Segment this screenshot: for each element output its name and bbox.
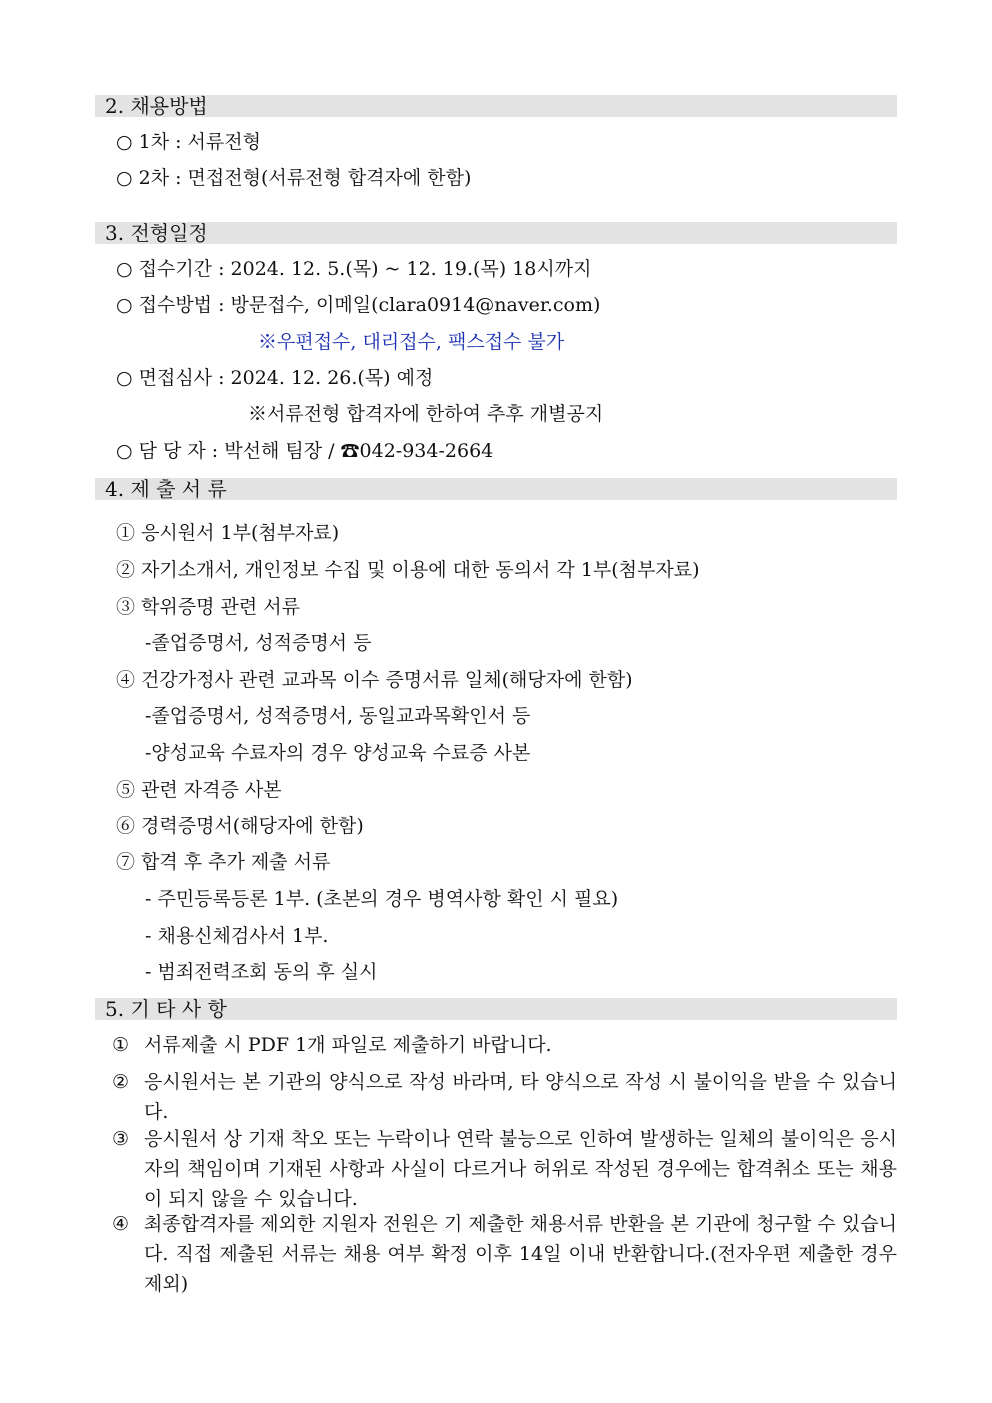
list-item: ○ 접수기간 : 2024. 12. 5.(목) ~ 12. 19.(목) 18시까지 [116, 258, 592, 280]
paragraph-text: 응시원서 상 기재 착오 또는 누락이나 연락 불능으로 인하여 발생하는 일체의 불이익은 응시자의 책임이며 기재된 사항과 사실이 다르거나 허위로 작성된 경우에는 합격취소 또는 채용이 되지 않을 수 있습니다. [144, 1128, 897, 1210]
list-item: ○ 2차 : 면접전형(서류전형 합격자에 한함) [116, 167, 472, 189]
sub-item: - 범죄전력조회 동의 후 실시 [145, 961, 378, 983]
paragraph-marker: ④ [112, 1213, 130, 1235]
note-text: ※서류전형 합격자에 한하여 추후 개별공지 [248, 403, 604, 425]
sub-item: -양성교육 수료자의 경우 양성교육 수료증 사본 [145, 742, 531, 764]
sub-item: - 채용신체검사서 1부. [145, 925, 329, 947]
paragraph-marker: ① [112, 1034, 130, 1056]
section-header-schedule: 3. 전형일정 [95, 222, 897, 244]
note-paragraph [112, 1067, 897, 1127]
paragraph-text: 최종합격자를 제외한 지원자 전원은 기 제출한 채용서류 반환을 본 기관에 청구할 수 있습니다. 직접 제출된 서류는 채용 여부 확정 이후 14일 이내 반환합니다.(전자우편 제출한 경우 제외) [144, 1213, 897, 1295]
list-item: ④ 건강가정사 관련 교과목 이수 증명서류 일체(해당자에 한함) [116, 669, 633, 691]
section-header-recruitment-method: 2. 채용방법 [95, 95, 897, 117]
sub-item: -졸업증명서, 성적증명서, 동일교과목확인서 등 [145, 705, 531, 727]
list-item: ⑦ 합격 후 추가 제출 서류 [116, 851, 331, 873]
list-item: ② 자기소개서, 개인정보 수집 및 이용에 대한 동의서 각 1부(첨부자료) [116, 559, 700, 581]
list-item: ① 응시원서 1부(첨부자료) [116, 522, 340, 544]
list-item: ○ 접수방법 : 방문접수, 이메일(clara0914@naver.com) [116, 294, 601, 316]
paragraph-text: 서류제출 시 PDF 1개 파일로 제출하기 바랍니다. [144, 1034, 552, 1056]
list-item: ○ 면접심사 : 2024. 12. 26.(목) 예정 [116, 367, 434, 389]
list-item: ○ 담 당 자 : 박선해 팀장 / ☎042-934-2664 [116, 440, 494, 462]
sub-item: - 주민등록등론 1부. (초본의 경우 병역사항 확인 시 필요) [145, 888, 619, 910]
note-paragraph [112, 1030, 897, 1060]
section-header-other-notes: 5. 기 타 사 항 [95, 998, 897, 1020]
paragraph-marker: ③ [112, 1128, 130, 1150]
note-text: ※우편접수, 대리접수, 팩스접수 불가 [258, 331, 565, 353]
list-item: ③ 학위증명 관련 서류 [116, 596, 300, 618]
paragraph-text: 응시원서는 본 기관의 양식으로 작성 바라며, 타 양식으로 작성 시 불이익을 받을 수 있습니다. [144, 1071, 897, 1123]
section-header-documents: 4. 제 출 서 류 [95, 478, 897, 500]
sub-item: -졸업증명서, 성적증명서 등 [145, 632, 372, 654]
list-item: ⑤ 관련 자격증 사본 [116, 779, 282, 801]
paragraph-marker: ② [112, 1071, 130, 1093]
note-paragraph [112, 1124, 897, 1214]
list-item: ⑥ 경력증명서(해당자에 한함) [116, 815, 364, 837]
list-item: ○ 1차 : 서류전형 [116, 131, 261, 153]
note-paragraph [112, 1209, 897, 1299]
